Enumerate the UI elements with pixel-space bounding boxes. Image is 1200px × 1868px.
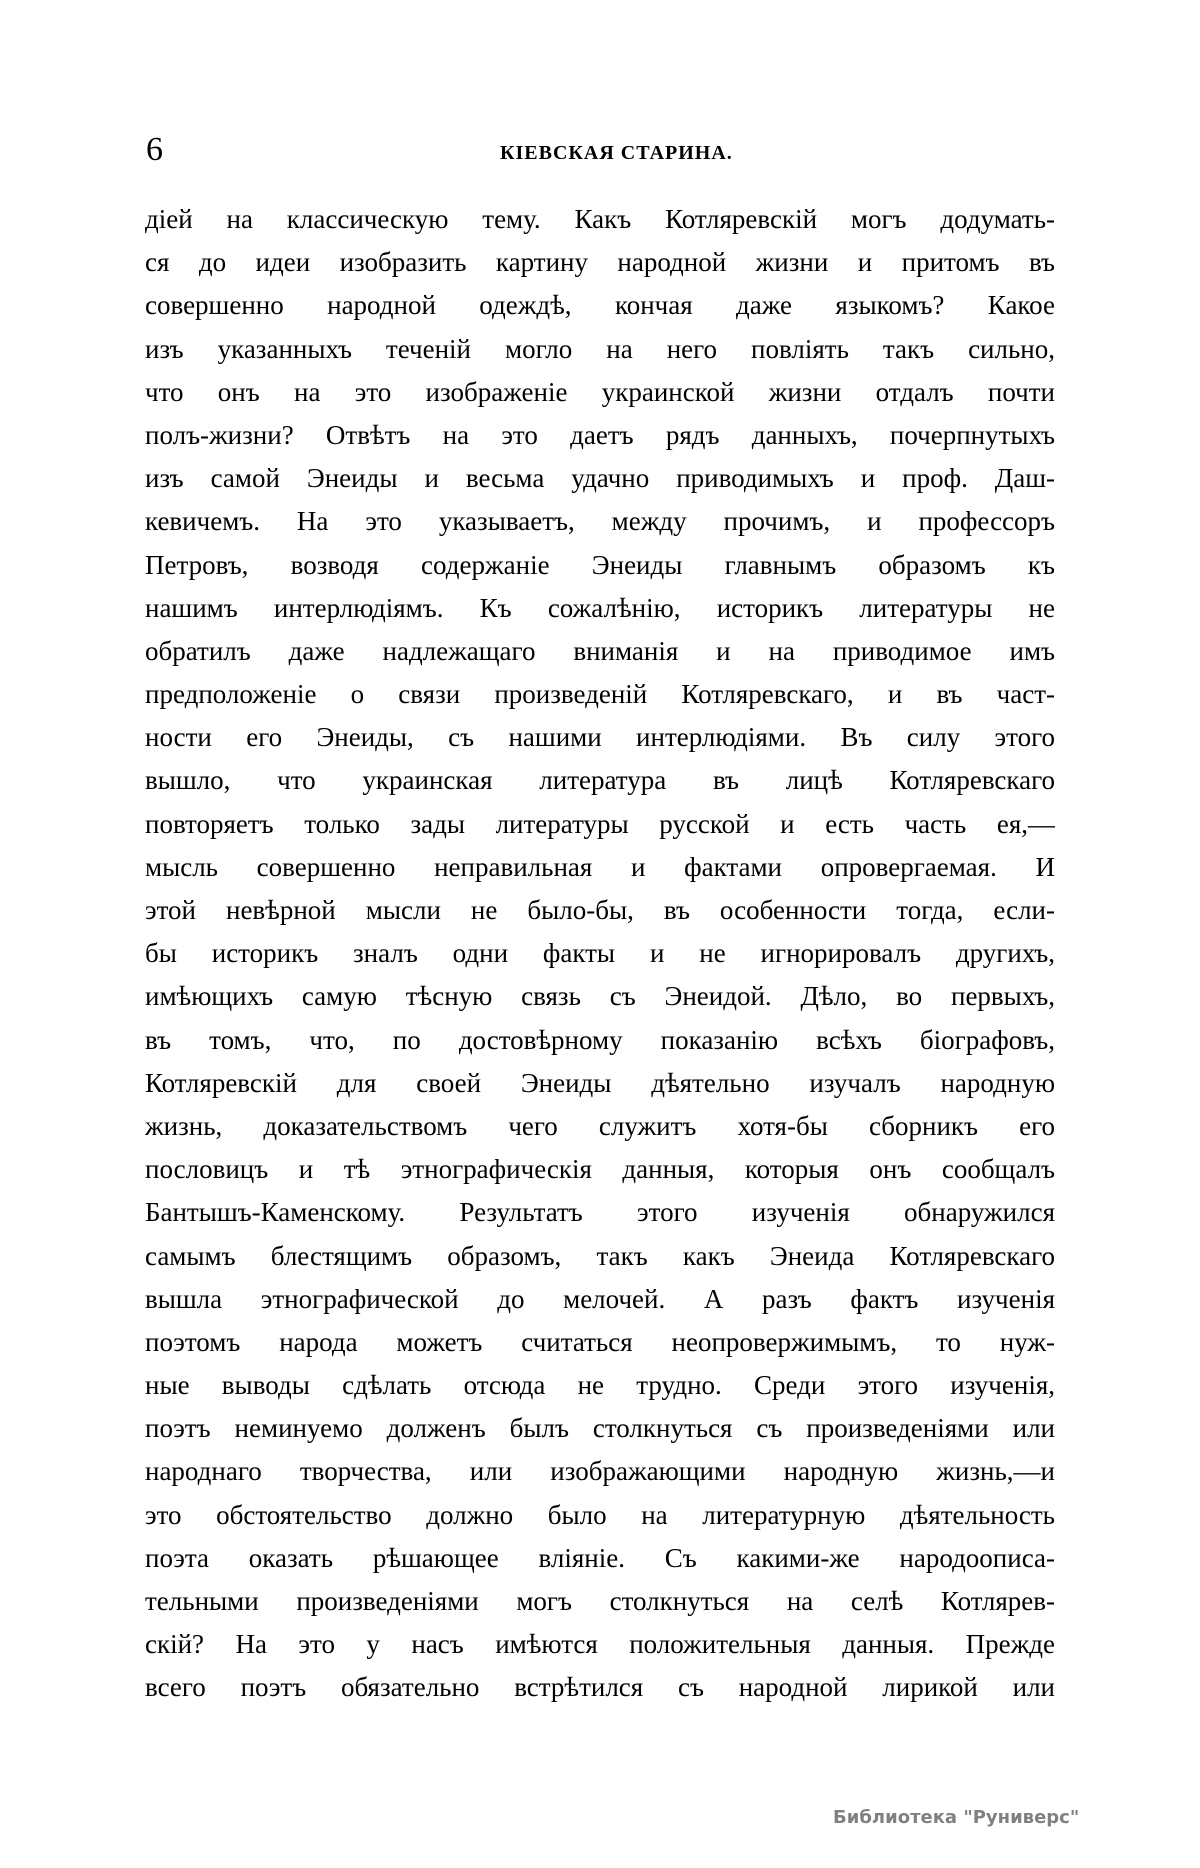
text-line: поэтомъ народа можетъ считаться неопровержимымъ, то нуж- bbox=[145, 1326, 1055, 1357]
text-line: нашимъ интерлюдiямъ. Къ сожалѣнiю, историкъ литературы не bbox=[145, 592, 1055, 623]
text-line: жизнь, доказательствомъ чего служитъ хотя-бы сборникъ его bbox=[145, 1110, 1055, 1141]
text-line: поэтъ неминуемо долженъ былъ столкнуться съ произведенiями или bbox=[145, 1413, 1055, 1444]
text-line: обратилъ даже надлежащаго вниманiя и на приводимое имъ bbox=[145, 635, 1055, 666]
text-line: Бантышъ-Каменскому. Результатъ этого изученiя обнаружился bbox=[145, 1197, 1055, 1228]
text-line: народнаго творчества, или изображающими народную жизнь,—и bbox=[145, 1456, 1055, 1487]
text-line: скiй? На это у насъ имѣются положительныя данныя. Прежде bbox=[145, 1629, 1055, 1660]
text-line: предположенiе о связи произведенiй Котляревскаго, и въ част- bbox=[145, 679, 1055, 710]
text-line: въ томъ, что, по достовѣрному показанiю всѣхъ бiографовъ, bbox=[145, 1024, 1055, 1055]
text-line: ности его Энеиды, съ нашими интерлюдiями. Въ силу этого bbox=[145, 722, 1055, 753]
text-line: всего поэтъ обязательно встрѣтился съ народной лирикой или bbox=[145, 1672, 1055, 1703]
text-line: Котляревскiй для своей Энеиды дѣятельно изучалъ народную bbox=[145, 1067, 1055, 1098]
text-line: совершенно народной одеждѣ, кончая даже языкомъ? Какое bbox=[145, 290, 1055, 321]
text-line: вышла этнографической до мелочей. А разъ фактъ изученiя bbox=[145, 1283, 1055, 1314]
text-line: изъ самой Энеиды и весьма удачно приводимыхъ и проф. Даш- bbox=[145, 463, 1055, 494]
body-text bbox=[145, 198, 1055, 1710]
text-line: ся до идеи изобразить картину народной жизни и притомъ въ bbox=[145, 247, 1055, 278]
text-line: полъ-жизни? Отвѣтъ на это даетъ рядъ данныхъ, почерпнутыхъ bbox=[145, 419, 1055, 450]
text-line: что онъ на это изображенiе украинской жизни отдалъ почти bbox=[145, 376, 1055, 407]
text-line: вышло, что украинская литература въ лицѣ Котляревскаго bbox=[145, 765, 1055, 796]
text-line: пословицъ и тѣ этнографическiя данныя, которыя онъ сообщалъ bbox=[145, 1154, 1055, 1185]
text-line: самымъ блестящимъ образомъ, такъ какъ Энеида Котляревскаго bbox=[145, 1240, 1055, 1271]
text-line: дiей на классическую тему. Какъ Котляревскiй могъ додумать- bbox=[145, 204, 1055, 234]
library-watermark: Библиотека "Руниверс" bbox=[833, 1807, 1080, 1828]
page-number: 6 bbox=[146, 131, 163, 168]
text-line: изъ указанныхъ теченiй могло на него повлiять такъ сильно, bbox=[145, 333, 1055, 364]
running-title: КІЕВСКАЯ СТАРИНА. bbox=[500, 142, 733, 164]
text-line: бы историкъ зналъ одни факты и не игнорировалъ другихъ, bbox=[145, 938, 1055, 969]
text-line: ные выводы сдѣлать отсюда не трудно. Среди этого изученiя, bbox=[145, 1370, 1055, 1401]
text-line: это обстоятельство должно было на литературную дѣятельность bbox=[145, 1499, 1055, 1530]
text-line: поэта оказать рѣшающее влiянiе. Съ какими-же народоописа- bbox=[145, 1542, 1055, 1573]
text-line: мысль совершенно неправильная и фактами опровергаемая. И bbox=[145, 851, 1055, 882]
text-line: имѣющихъ самую тѣсную связь съ Энеидой. Дѣло, во первыхъ, bbox=[145, 981, 1055, 1012]
text-line: тельными произведенiями могъ столкнуться на селѣ Котлярев- bbox=[145, 1586, 1055, 1616]
text-line: этой невѣрной мысли не было-бы, въ особенности тогда, если- bbox=[145, 895, 1055, 925]
text-line: повторяетъ только зады литературы русской и есть часть ея,— bbox=[145, 808, 1055, 839]
text-line: кевичемъ. На это указываетъ, между прочимъ, и профессоръ bbox=[145, 506, 1055, 537]
text-line: Петровъ, возводя содержанiе Энеиды главнымъ образомъ къ bbox=[145, 549, 1055, 580]
